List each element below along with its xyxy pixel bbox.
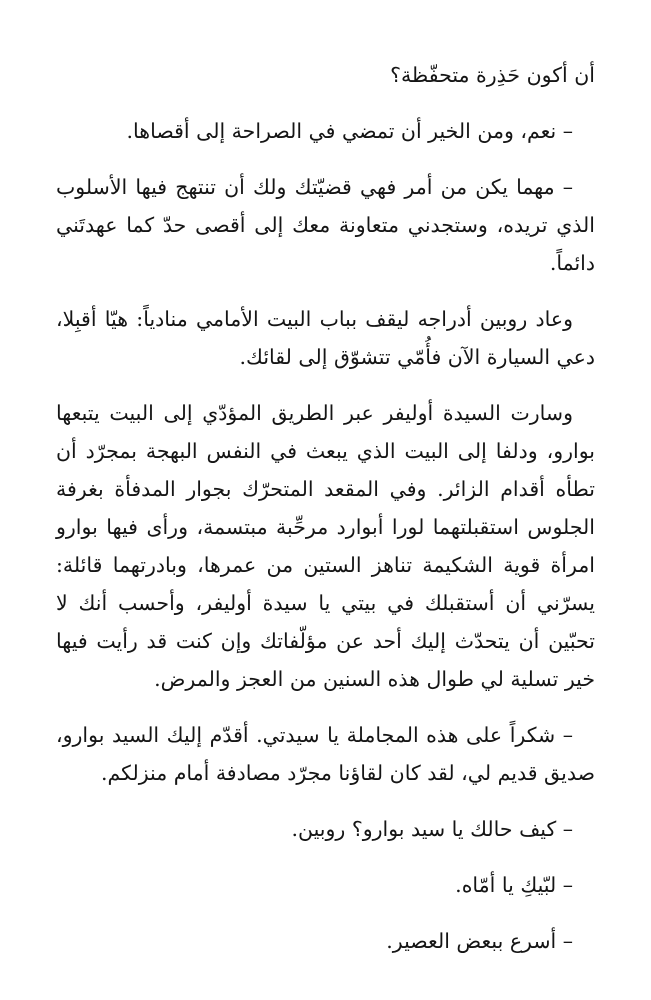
paragraph-robin-calls: وعاد روبين أدراجه ليقف بباب البيت الأمامي منادياً: هيّا أقبِلا، دعي السيارة الآن فأُمّي تتشوّق إلى لقائك. [56, 307, 595, 369]
paragraph-dialogue-introduction: – شكراً على هذه المجاملة يا سيدتي. أقدّم إليك السيد بوارو، صديق قديم لي، لقد كان لقاؤنا مجرّد مصادفة أمام منزلكم. [56, 723, 595, 785]
book-page [56, 56, 595, 960]
paragraph-dialogue-cooperation: – مهما يكن من أمر فهي قضيّتك ولك أن تنتهج فيها الأسلوب الذي تريده، وستجدني متعاونة معك إلى أقصى حدّ كما عهدتَني دائماً. [56, 175, 595, 275]
paragraph-dialogue-reply: – لبّيكِ يا أمّاه. [455, 873, 573, 897]
paragraph-dialogue-juice: – أسرع ببعض العصير. [386, 929, 573, 953]
paragraph-arrival-description: وسارت السيدة أوليفر عبر الطريق المؤدّي إلى البيت يتبعها بوارو، ودلفا إلى البيت الذي يبعث في النفس البهجة بمجرّد أن تطأه أقدام الزائر. وفي المقعد المتحرّك بجوار المدفأة بغرفة الجلوس استقبلتهما لورا أبوارد مرحِّبة مبتسمة، ورأى فيها بوارو امرأة قوية الشكيمة تناهز الستين من عمرها، وبادرتهما قائلة: يسرّني أن أستقبلك في بيتي يا سيدة أوليفر، وأحسب أنك لا تحبّين أن يتحدّث إليك أحد عن مؤلّفاتك وإن كنت قد رأيت فيها خير تسلية لي طوال هذه السنين من العجز والمرض. [56, 401, 595, 691]
paragraph-dialogue-greeting: – كيف حالك يا سيد بوارو؟ روبين. [291, 817, 573, 841]
paragraph-dialogue-frankness: – نعم، ومن الخير أن تمضي في الصراحة إلى أقصاها. [126, 119, 573, 143]
paragraph-question: أن أكون حَذِرة متحفّظة؟ [390, 63, 595, 87]
